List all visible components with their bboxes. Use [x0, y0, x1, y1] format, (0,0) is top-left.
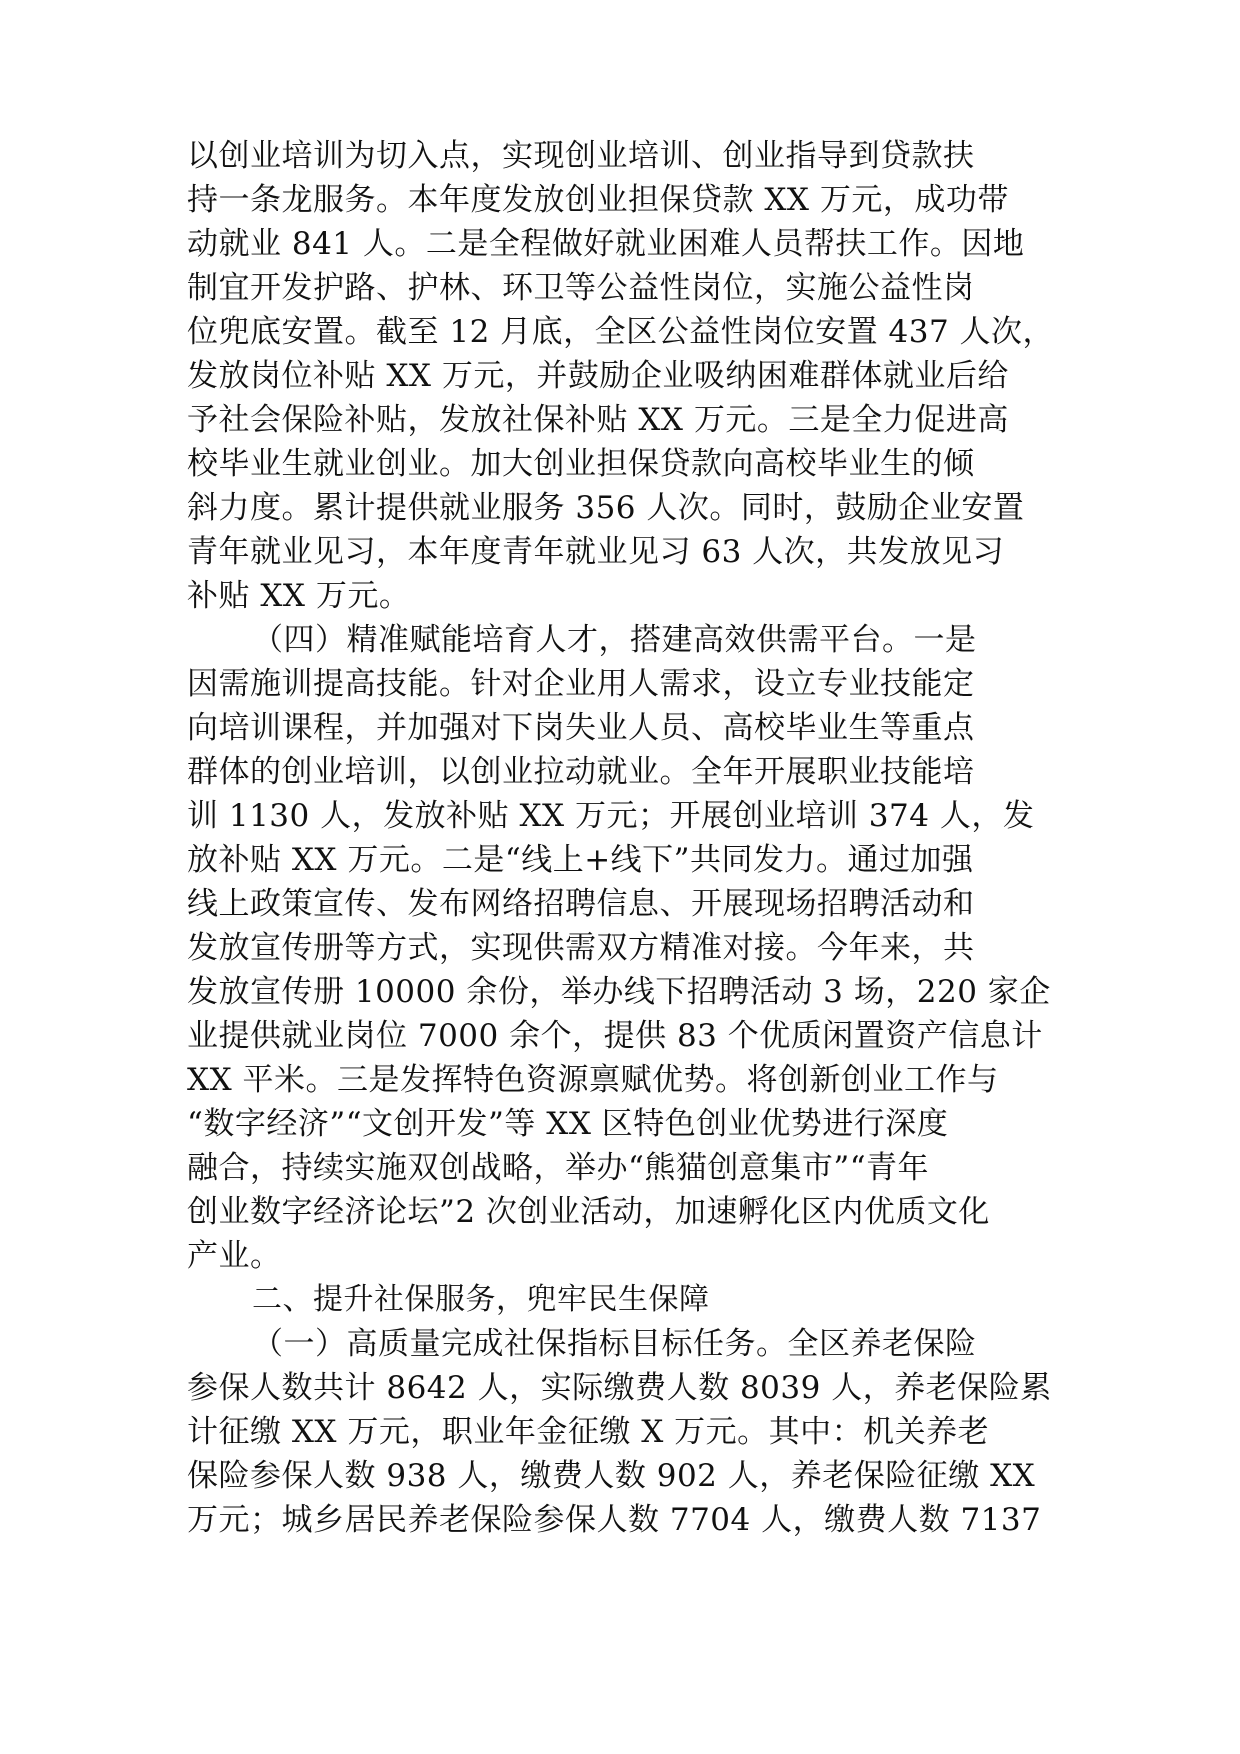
paragraph-line: 发放岗位补贴 XX 万元，并鼓励企业吸纳困难群体就业后给 — [187, 358, 1009, 394]
paragraph-line: 校毕业生就业创业。加大创业担保贷款向高校毕业生的倾 — [187, 446, 975, 482]
paragraph-line: 位兜底安置。截至 12 月底，全区公益性岗位安置 437 人次， — [187, 314, 1055, 350]
paragraph-line: 以创业培训为切入点，实现创业培训、创业指导到贷款扶 — [187, 138, 975, 174]
section-heading: （一）高质量完成社保指标目标任务。全区养老保险 — [252, 1326, 977, 1362]
paragraph-line: 因需施训提高技能。针对企业用人需求，设立专业技能定 — [187, 666, 975, 702]
paragraph-line: 融合，持续实施双创战略，举办“熊猫创意集市”“青年 — [187, 1150, 930, 1186]
paragraph-line: 群体的创业培训，以创业拉动就业。全年开展职业技能培 — [187, 754, 975, 790]
paragraph-line: 发放宣传册 10000 余份，举办线下招聘活动 3 场，220 家企 — [187, 974, 1051, 1010]
paragraph-line: 万元；城乡居民养老保险参保人数 7704 人，缴费人数 7137 — [187, 1502, 1042, 1538]
paragraph-line: 参保人数共计 8642 人，实际缴费人数 8039 人，养老保险累 — [187, 1370, 1052, 1406]
paragraph-line: 保险参保人数 938 人，缴费人数 902 人，养老保险征缴 XX — [187, 1458, 1036, 1494]
paragraph-line: 动就业 841 人。二是全程做好就业困难人员帮扶工作。因地 — [187, 226, 1025, 262]
paragraph-line: “数字经济”“文创开发”等 XX 区特色创业优势进行深度 — [187, 1106, 949, 1142]
paragraph-line: 补贴 XX 万元。 — [187, 578, 411, 614]
paragraph-line: 计征缴 XX 万元，职业年金征缴 X 万元。其中：机关养老 — [187, 1414, 990, 1450]
paragraph-line: 制宜开发护路、护林、环卫等公益性岗位，实施公益性岗 — [187, 270, 975, 306]
paragraph-line: 线上政策宣传、发布网络招聘信息、开展现场招聘活动和 — [187, 886, 975, 922]
paragraph-line: 创业数字经济论坛”2 次创业活动，加速孵化区内优质文化 — [187, 1194, 990, 1230]
paragraph-line: XX 平米。三是发挥特色资源禀赋优势。将创新创业工作与 — [187, 1062, 999, 1098]
paragraph-line: 青年就业见习，本年度青年就业见习 63 人次，共发放见习 — [187, 534, 1005, 570]
paragraph-line: 向培训课程，并加强对下岗失业人员、高校毕业生等重点 — [187, 710, 975, 746]
paragraph-line: 持一条龙服务。本年度发放创业担保贷款 XX 万元，成功带 — [187, 182, 1009, 218]
paragraph-line: 产业。 — [187, 1238, 282, 1274]
paragraph-line: 业提供就业岗位 7000 余个，提供 83 个优质闲置资产信息计 — [187, 1018, 1043, 1054]
paragraph-line: 予社会保险补贴，发放社保补贴 XX 万元。三是全力促进高 — [187, 402, 1009, 438]
chapter-heading: 二、提升社保服务，兜牢民生保障 — [252, 1282, 710, 1317]
paragraph-line: 训 1130 人，发放补贴 XX 万元；开展创业培训 374 人，发 — [187, 798, 1035, 834]
section-heading: （四）精准赋能培育人才，搭建高效供需平台。一是 — [252, 622, 977, 658]
paragraph-line: 斜力度。累计提供就业服务 356 人次。同时，鼓励企业安置 — [187, 490, 1025, 526]
paragraph-line: 放补贴 XX 万元。二是“线上+线下”共同发力。通过加强 — [187, 842, 974, 878]
paragraph-line: 发放宣传册等方式，实现供需双方精准对接。今年来，共 — [187, 930, 975, 966]
